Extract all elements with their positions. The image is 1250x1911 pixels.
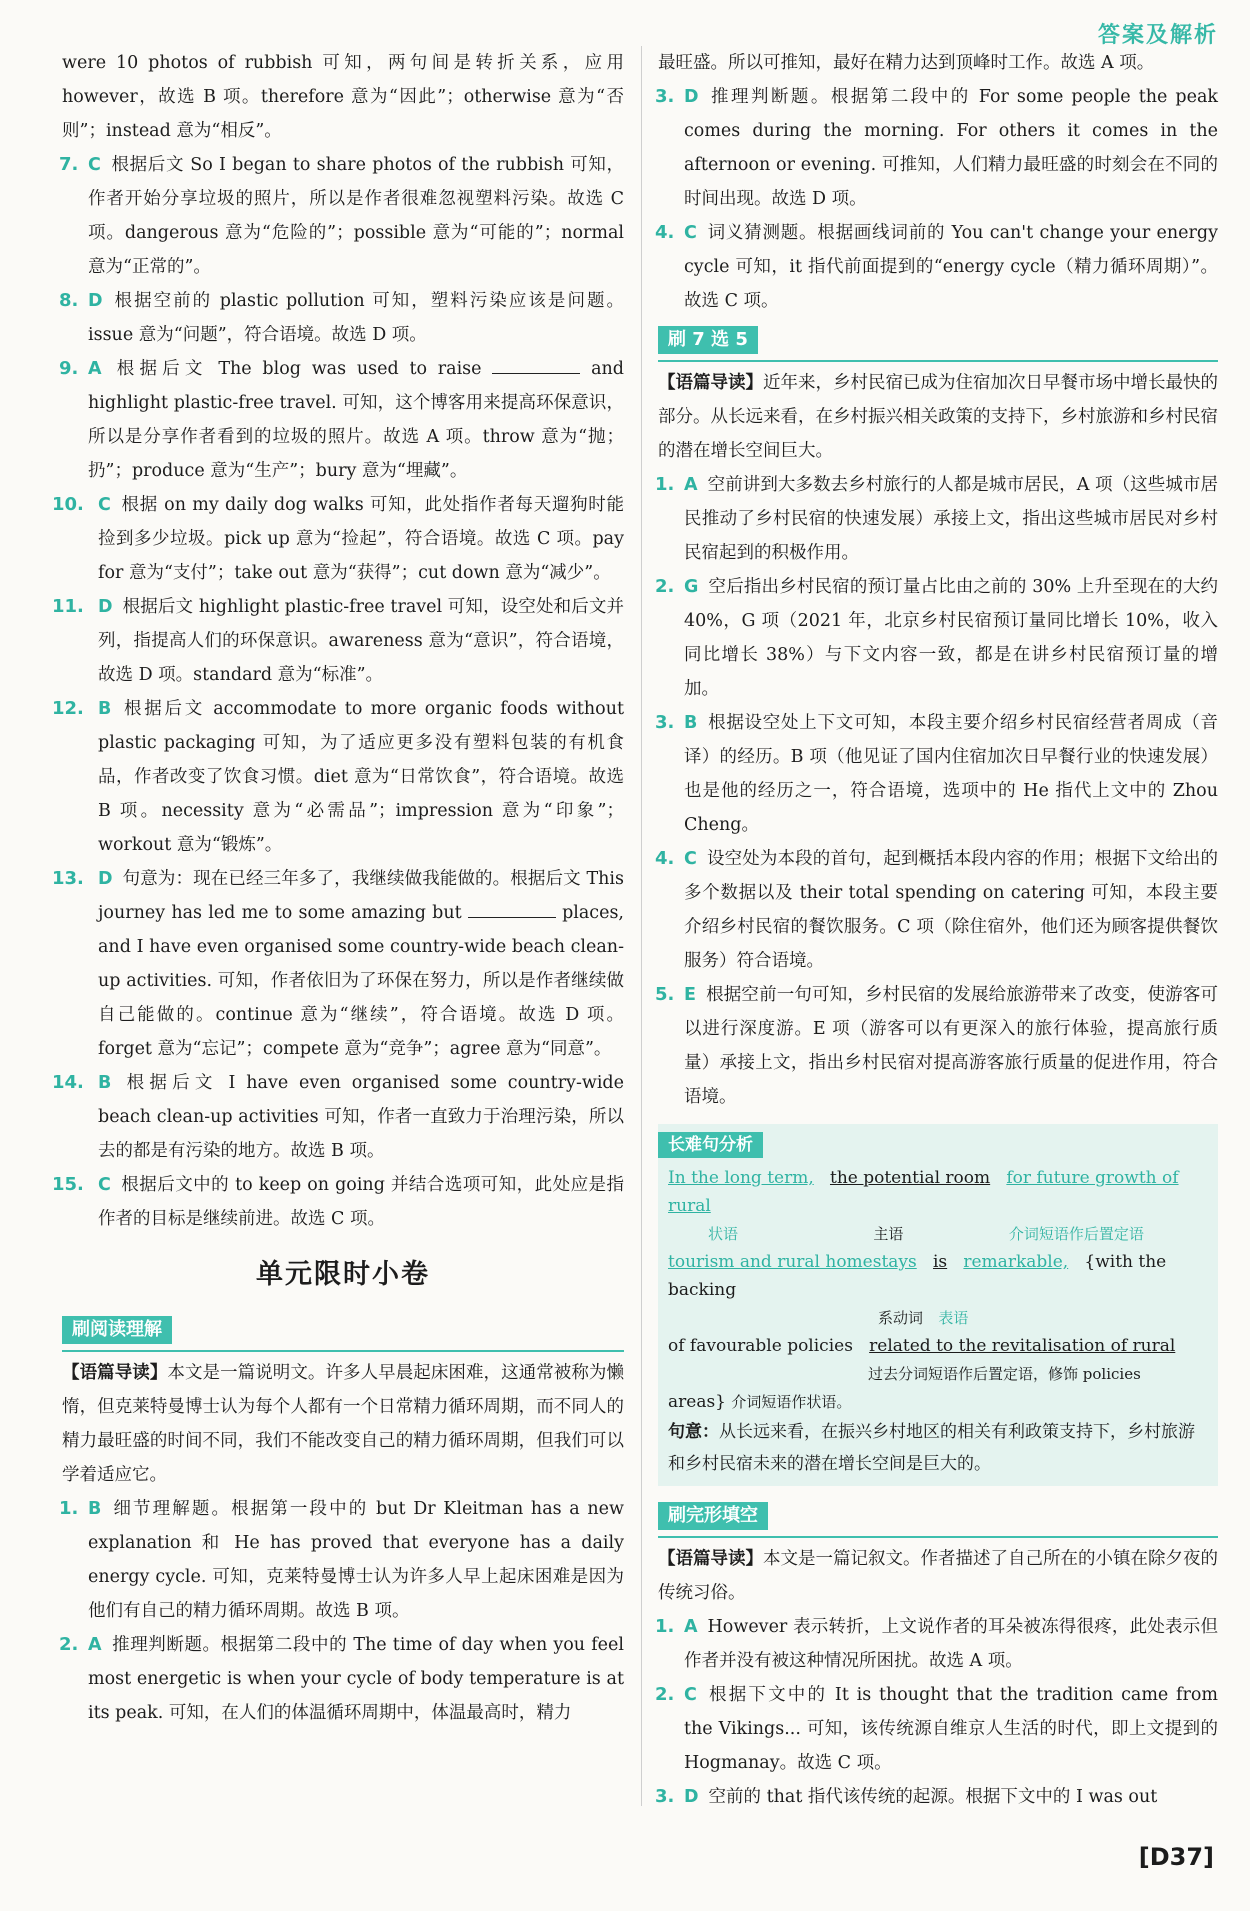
label-adverbial: 状语 xyxy=(708,1225,739,1243)
explanation: 空后指出乡村民宿的预订量占比由之前的 30% 上升至现在的大约 40%，G 项（2021 年，北京乡村民宿预订量同比增长 10%，收入同比增长 38%）与下文内容一致，都是在讲乡村民宿预订量的增加。 xyxy=(684,577,1218,699)
lead-label: 【语篇导读】 xyxy=(658,1549,763,1569)
phrase-subject: the potential room xyxy=(829,1168,991,1188)
explanation: 设空处为本段的首句，起到概括本段内容的作用；根据下文给出的多个数据以及 their total spending on catering 可知，本段主要介绍乡村民宿的餐饮服务。C 项（除住宿外，他们还为顾客提供餐饮服务）符合语境。 xyxy=(684,849,1218,971)
answer-letter: D xyxy=(88,291,103,311)
answer-item-14 xyxy=(52,1066,624,1168)
answer-letter: A xyxy=(684,1617,698,1637)
explanation: 空前讲到大多数去乡村旅行的人都是城市居民，A 项（这些城市居民推动了乡村民宿的快速发展）承接上文，指出这些城市居民对乡村民宿起到的积极作用。 xyxy=(684,475,1218,563)
item-number: 1. xyxy=(59,1498,79,1519)
cloze-lead xyxy=(658,1542,1218,1610)
explanation: places, and I have even organised some country-wide beach clean-up activities. 可知，作者依旧为了环保在努力，所以是作者继续做自己能做的。continue 意为“继续”，符合语境。故选 D 项。forget 意为“忘记”；compete 意为“竞争”；agree 意为“同意”。 xyxy=(98,903,624,1059)
answer-letter: B xyxy=(88,1499,102,1519)
lead-label: 【语篇导读】 xyxy=(62,1363,168,1383)
left-column xyxy=(52,46,625,1730)
answer-letter: B xyxy=(684,713,698,733)
phrase-subject-cont: tourism and rural homestays xyxy=(668,1252,917,1272)
answer-letter: A xyxy=(684,475,698,495)
analysis-row xyxy=(668,1164,1208,1220)
phrase-adverbial-prep: {with the backing xyxy=(668,1252,1167,1300)
item-number: 5. xyxy=(655,984,675,1005)
right-column xyxy=(655,46,1218,1814)
section-tag: 刷完形填空 xyxy=(658,1502,768,1530)
answer-item-11 xyxy=(52,590,624,692)
answer-letter: A xyxy=(88,359,102,379)
item-number: 12. xyxy=(52,698,84,719)
seven-item-1 xyxy=(655,468,1218,570)
item-number: 4. xyxy=(655,848,675,869)
lead-text: 近年来，乡村民宿已成为住宿加次日早餐市场中增长最快的部分。从长远来看，在乡村振兴相关政策的支持下，乡村旅游和乡村民宿的潜在增长空间巨大。 xyxy=(658,373,1218,461)
section-tag: 刷 7 选 5 xyxy=(658,326,758,354)
reading-item-1 xyxy=(59,1492,624,1628)
phrase-linking-verb: is xyxy=(932,1252,948,1272)
unit-title: 单元限时小卷 xyxy=(256,1259,430,1290)
explanation: 根据后文 I have even organised some country-wide beach clean-up activities 可知，作者一直致力于治理污染，所以去的都是有污染的地方。故选 B 项。 xyxy=(98,1073,624,1161)
answer-item-8 xyxy=(59,284,624,352)
label-adverbial-prep: 介词短语作状语。 xyxy=(731,1393,852,1411)
answer-letter: C xyxy=(88,155,101,175)
explanation: 根据设空处上下文可知，本段主要介绍乡村民宿经营者周成（音译）的经历。B 项（他见证了国内住宿加次日早餐行业的快速发展）也是他的经历之一，符合语境，选项中的 He 指代上文中的 Zhou Cheng。 xyxy=(684,713,1218,835)
phrase-predicative: remarkable, xyxy=(963,1252,1069,1272)
analysis-row xyxy=(668,1388,1208,1416)
answer-letter: D xyxy=(684,87,699,107)
explanation: 词义猜测题。根据画线词前的 You can't change your energy cycle 可知，it 指代前面提到的“energy cycle（精力循环周期）”。故选 C 项。 xyxy=(684,223,1218,311)
explanation: 推理判断题。根据第二段中的 The time of day when you feel most energetic is when your cycle of body temperature is at its peak. 可知，在人们的体温循环周期中，体温最高时，精力 xyxy=(88,1635,624,1723)
answer-item-7 xyxy=(59,148,624,284)
item-number: 2. xyxy=(655,1684,675,1705)
explanation: 空前的 that 指代该传统的起源。根据下文中的 I was out xyxy=(708,1787,1158,1807)
section-header-reading xyxy=(62,1308,624,1352)
label-attributive: 介词短语作后置定语 xyxy=(1008,1225,1144,1243)
explanation: 根据后文 So I began to share photos of the rubbish 可知，作者开始分享垃圾的照片，所以是作者很难忽视塑料污染。故选 C 项。dangerous 意为“危险的”；possible 意为“可能的”；normal 意为“正常的”。 xyxy=(88,155,624,277)
explanation: 根据后文 The blog was used to raise xyxy=(111,359,482,379)
reading-lead xyxy=(62,1356,624,1492)
seven-item-4 xyxy=(655,842,1218,978)
label-past-participle: 过去分词短语作后置定语，修饰 policies xyxy=(868,1365,1141,1383)
answer-item-12 xyxy=(52,692,624,862)
phrase-past-participle: related to the revitalisation of rural xyxy=(869,1336,1176,1356)
explanation: However 表示转折，上文说作者的耳朵被冻得很疼，此处表示但作者并没有被这种情况所困扰。故选 A 项。 xyxy=(684,1617,1218,1671)
item-number: 15. xyxy=(52,1174,84,1195)
item-number: 7. xyxy=(59,154,79,175)
cloze-item-3 xyxy=(655,1780,1218,1814)
page-header: 答案及解析 xyxy=(1097,23,1218,48)
answer-letter: B xyxy=(98,1073,112,1093)
section-tag: 刷阅读理解 xyxy=(62,1316,172,1344)
item-number: 10. xyxy=(52,494,84,515)
cloze-item-2 xyxy=(655,1678,1218,1780)
analysis-row xyxy=(668,1248,1208,1304)
item-number: 13. xyxy=(52,868,84,889)
item-number: 14. xyxy=(52,1072,84,1093)
meaning-text: 从长远来看，在振兴乡村地区的相关有利政策支持下，乡村旅游和乡村民宿未来的潜在增长空间是巨大的。 xyxy=(668,1422,1195,1474)
section-header-cloze xyxy=(658,1494,1218,1538)
seven-item-3 xyxy=(655,706,1218,842)
answer-letter: C xyxy=(684,223,697,243)
answer-item-10 xyxy=(52,488,624,590)
item-number: 3. xyxy=(655,712,675,733)
answer-letter: D xyxy=(684,1787,699,1807)
blank-line xyxy=(468,899,556,918)
lead-text: 本文是一篇说明文。许多人早晨起床困难，这通常被称为懒惰，但克莱特曼博士认为每个人都有一个日常精力循环周期，而不同人的精力最旺盛的时间不同，我们不能改变自己的精力循环周期，但我们可以学着适应它。 xyxy=(62,1363,625,1485)
item-number: 2. xyxy=(59,1634,79,1655)
answer-item-9 xyxy=(59,352,624,488)
answer-letter: C xyxy=(98,1175,111,1195)
explanation: 根据后文 highlight plastic-free travel 可知，设空处和后文并列，指提高人们的环保意识。awareness 意为“意识”，符合语境，故选 D 项。standard 意为“标准”。 xyxy=(98,597,624,685)
continued-text: 最旺盛。所以可推知，最好在精力达到顶峰时工作。故选 A 项。 xyxy=(658,53,1155,73)
answer-letter: C xyxy=(684,1685,697,1705)
phrase-areas: areas} xyxy=(668,1392,726,1412)
cloze-item-1 xyxy=(655,1610,1218,1678)
answer-letter: D xyxy=(98,869,113,889)
analysis-row xyxy=(668,1332,1208,1360)
reading-item-3 xyxy=(655,80,1218,216)
explanation: 根据后文 accommodate to more organic foods without plastic packaging 可知，为了适应更多没有塑料包装的有机食品，作者改变了饮食习惯。diet 意为“日常饮食”，符合语境。故选 B 项。necessity 意为“必需品”；impression 意为“印象”；workout 意为“锻炼”。 xyxy=(98,699,624,855)
item-number: 8. xyxy=(59,290,79,311)
reading-item-4 xyxy=(655,216,1218,318)
seven-lead xyxy=(658,366,1218,468)
answer-letter: C xyxy=(684,849,697,869)
page-number: [D37] xyxy=(1138,1843,1214,1871)
analysis-row xyxy=(668,1360,1208,1388)
answer-letter: D xyxy=(98,597,113,617)
analysis-row xyxy=(668,1220,1208,1248)
explanation: 细节理解题。根据第一段中的 but Dr Kleitman has a new explanation 和 He has proved that everyone has a daily energy cycle. 可知，克莱特曼博士认为许多人早上起床困难是因为他们有自己的精力循环周期。故选 B 项。 xyxy=(88,1499,624,1621)
phrase-attributive: for future growth of rural xyxy=(668,1168,1179,1216)
analysis-meaning xyxy=(668,1416,1208,1480)
item-number: 1. xyxy=(655,474,675,495)
seven-item-5 xyxy=(655,978,1218,1114)
continued-text: were 10 photos of rubbish 可知，两句间是转折关系，应用 however，故选 B 项。therefore 意为“因此”；otherwise 意为“否则”；instead 意为“相反”。 xyxy=(62,53,624,141)
explanation: 句意为：现在已经三年多了，我继续做我能做的。根据后文 This journey has led me to some amazing but xyxy=(98,869,624,923)
explanation: 根据下文中的 It is thought that the tradition came from the Vikings... 可知，该传统源自维京人生活的时代，即上文提到的 Hogmanay。故选 C 项。 xyxy=(684,1685,1218,1773)
analysis-row xyxy=(668,1304,1208,1332)
answer-item-15 xyxy=(52,1168,624,1236)
section-header-seven xyxy=(658,318,1218,362)
sentence-analysis-box xyxy=(658,1124,1218,1486)
item-number: 4. xyxy=(655,222,675,243)
answer-letter: B xyxy=(98,699,112,719)
explanation: and highlight plastic-free travel. 可知，这个博客用来提高环保意识，所以是分享作者看到的垃圾的照片。故选 A 项。throw 意为“抛；扔”；produce 意为“生产”；bury 意为“埋藏”。 xyxy=(88,359,624,481)
column-divider xyxy=(641,46,642,1806)
seven-item-2 xyxy=(655,570,1218,706)
item-number: 3. xyxy=(655,86,675,107)
answer-letter: E xyxy=(684,985,696,1005)
phrase-adverbial: In the long term, xyxy=(668,1168,814,1188)
answer-letter: C xyxy=(98,495,111,515)
explanation: 推理判断题。根据第二段中的 For some people the peak comes during the morning. For others it comes in the afternoon or evening. 可推知，人们精力最旺盛的时刻会在不同的时间出现。故选 D 项。 xyxy=(684,87,1218,209)
item-number: 2. xyxy=(655,576,675,597)
item-number: 11. xyxy=(52,596,84,617)
lead-text: 本文是一篇记叙文。作者描述了自己所在的小镇在除夕夜的传统习俗。 xyxy=(658,1549,1218,1603)
meaning-label: 句意： xyxy=(668,1422,719,1442)
answer-letter: G xyxy=(684,577,699,597)
item-number: 3. xyxy=(655,1786,675,1807)
explanation: 根据空前的 plastic pollution 可知，塑料污染应该是问题。issue 意为“问题”，符合语境。故选 D 项。 xyxy=(88,291,624,345)
answer-item-13 xyxy=(52,862,624,1066)
phrase-of-policies: of favourable policies xyxy=(668,1336,853,1356)
label-predicative: 表语 xyxy=(938,1309,969,1327)
explanation: 根据后文中的 to keep on going 并结合选项可知，此处应是指作者的目标是继续前进。故选 C 项。 xyxy=(98,1175,624,1229)
label-subject: 主语 xyxy=(873,1225,904,1243)
reading-item-2 xyxy=(59,1628,624,1730)
explanation: 根据空前一句可知，乡村民宿的发展给旅游带来了改变，使游客可以进行深度游。E 项（游客可以有更深入的旅行体验，提高旅行质量）承接上文，指出乡村民宿对提高游客旅行质量的促进作用，符合语境。 xyxy=(684,985,1218,1107)
lead-label: 【语篇导读】 xyxy=(658,373,763,393)
explanation: 根据 on my daily dog walks 可知，此处指作者每天遛狗时能捡到多少垃圾。pick up 意为“捡起”，符合语境。故选 C 项。pay for 意为“支付”；take out 意为“获得”；cut down 意为“减少”。 xyxy=(98,495,624,583)
label-linking-verb: 系动词 xyxy=(878,1309,924,1327)
analysis-tag: 长难句分析 xyxy=(658,1132,763,1158)
item-number: 9. xyxy=(59,358,79,379)
blank-line xyxy=(492,355,580,374)
item-number: 1. xyxy=(655,1616,675,1637)
answer-letter: A xyxy=(88,1635,102,1655)
